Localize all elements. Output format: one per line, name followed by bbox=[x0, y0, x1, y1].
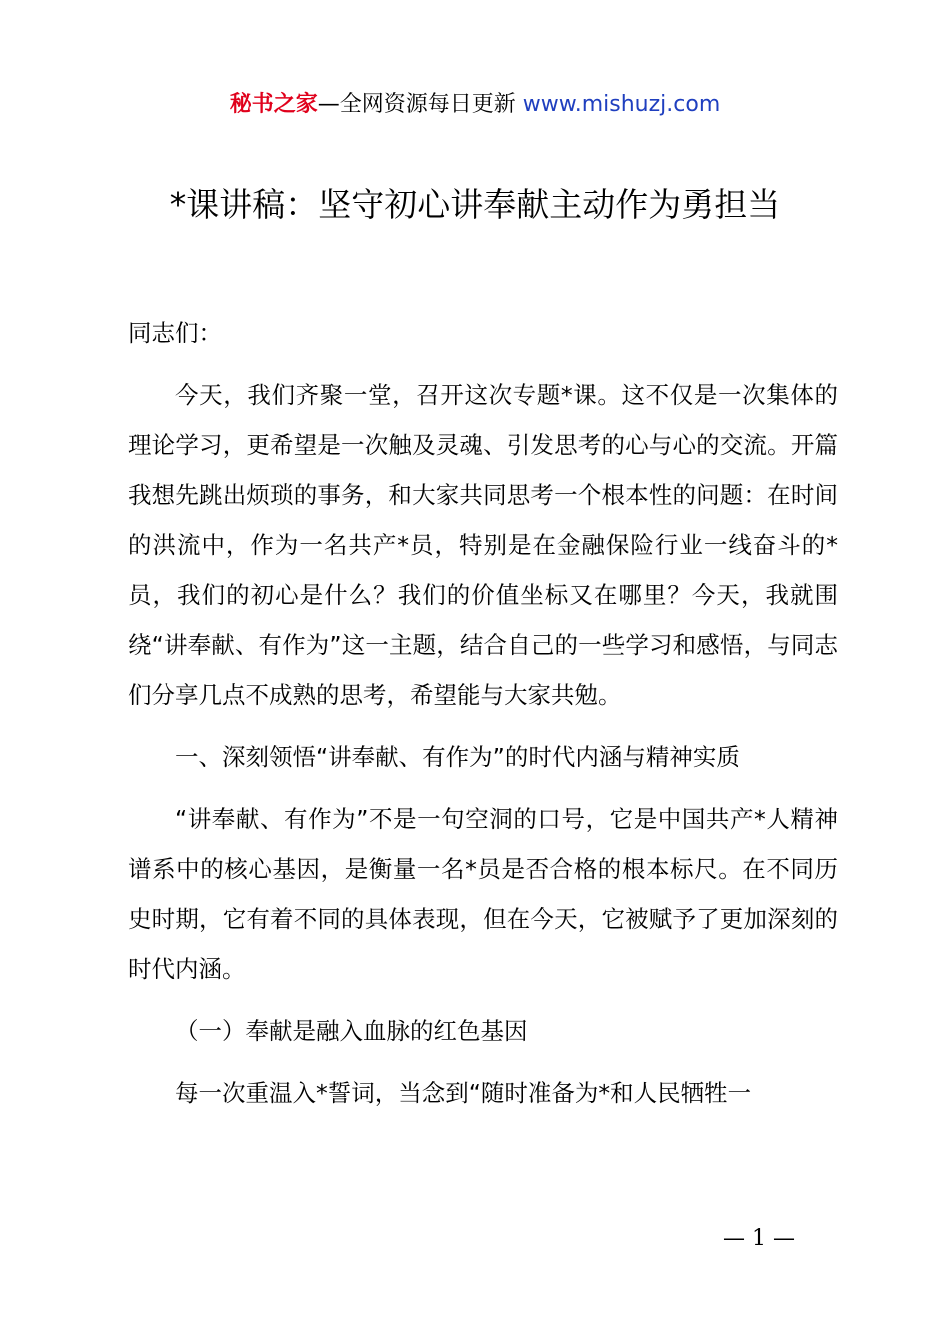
site-slogan: —全网资源每日更新 bbox=[317, 92, 516, 117]
page-number: — 1 — bbox=[723, 1226, 795, 1251]
subsection-heading-1: （一）奉献是融入血脉的红色基因 bbox=[175, 1017, 528, 1045]
site-header bbox=[0, 88, 950, 122]
paragraph-intro: 今天，我们齐聚一堂，召开这次专题*课。这不仅是一次集体的理论学习，更希望是一次触及灵魂、引发思考的心与心的交流。开篇我想先跳出烦琐的事务，和大家共同思考一个根本性的问题：在时间的洪流中，作为一名共产*员，特别是在金融保险行业一线奋斗的*员，我们的初心是什么？我们的价值坐标又在哪里？今天，我就围绕“讲奉献、有作为”这一主题，结合自己的一些学习和感悟，与同志们分享几点不成熟的思考，希望能与大家共勉。 bbox=[128, 381, 838, 709]
paragraph-section-1: “讲奉献、有作为”不是一句空洞的口号，它是中国共产*人精神谱系中的核心基因，是衡量一名*员是否合格的根本标尺。在不同历史时期，它有着不同的具体表现，但在今天，它被赋予了更加深刻的时代内涵。 bbox=[128, 805, 838, 983]
site-brand: 秘书之家 bbox=[229, 92, 318, 117]
paragraph-subsection-1: 每一次重温入*誓词，当念到“随时准备为*和人民牺牲一 bbox=[175, 1079, 752, 1107]
site-url-link[interactable]: www.mishuzj.com bbox=[522, 92, 721, 117]
document-body bbox=[128, 308, 838, 1130]
salutation: 同志们： bbox=[128, 319, 222, 347]
document-title: *课讲稿：坚守初心讲奉献主动作为勇担当 bbox=[169, 185, 781, 224]
section-heading-1: 一、深刻领悟“讲奉献、有作为”的时代内涵与精神实质 bbox=[175, 743, 740, 771]
